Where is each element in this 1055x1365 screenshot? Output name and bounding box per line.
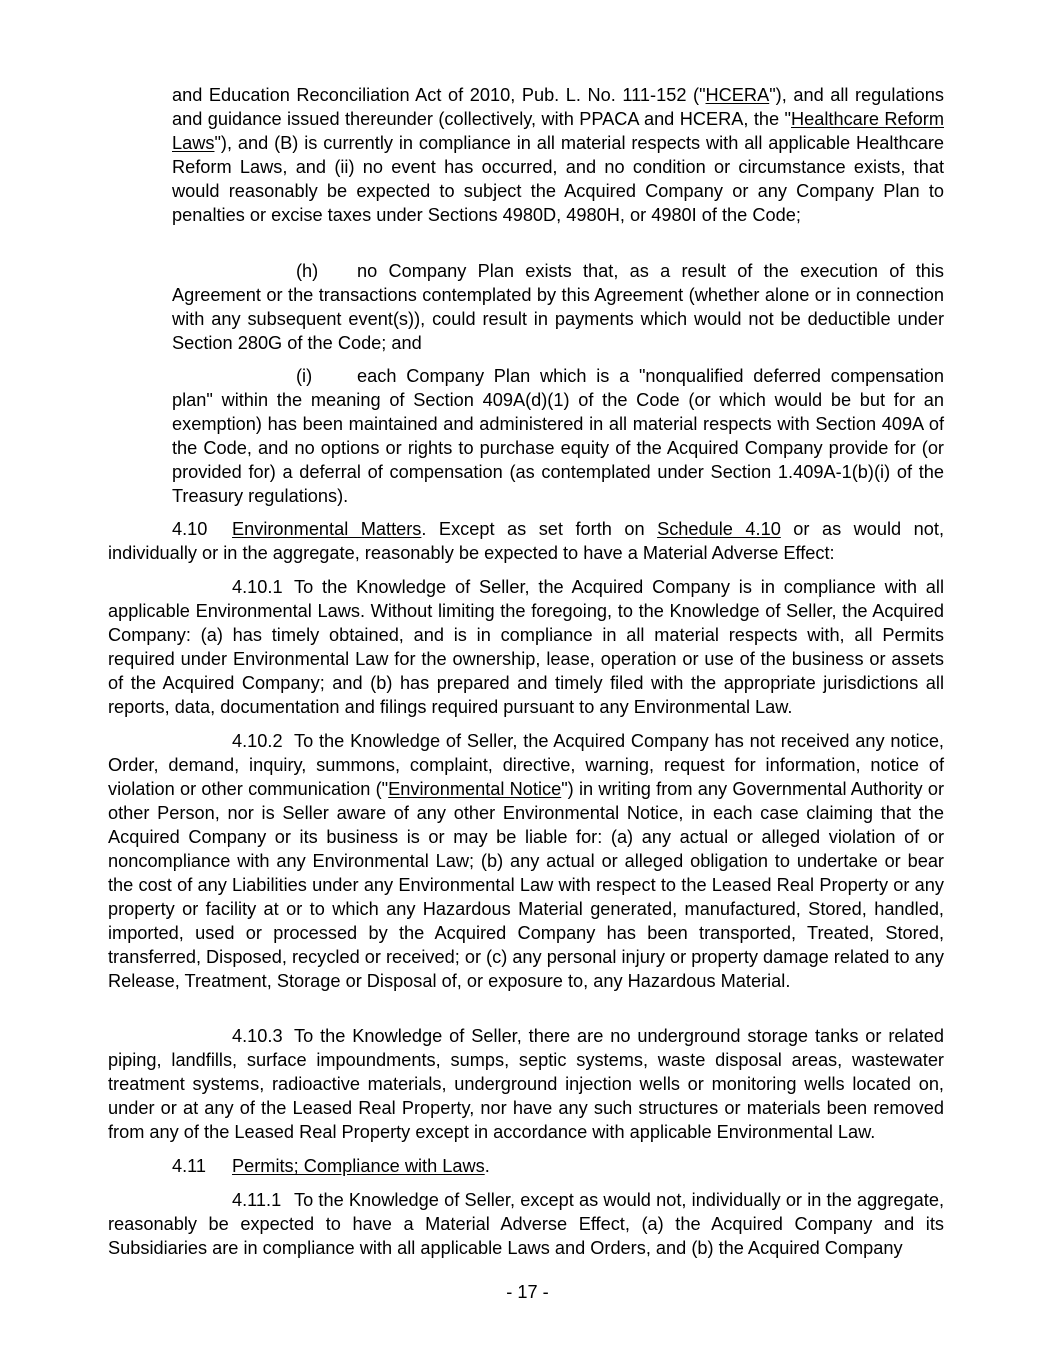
text: To the Knowledge of Seller, the Acquired Company has not received any notice, Order, demand, inquiry, summons, complaint, directive, warning, request for information, notice of violation or other communication (" bbox=[108, 731, 944, 799]
paragraph-healthcare-reform bbox=[172, 83, 944, 227]
item-label-i: (i) bbox=[296, 366, 313, 386]
section-4-11-heading bbox=[108, 1154, 944, 1178]
section-text: To the Knowledge of Seller, except as would not, individually or in the aggregate, reasonably be expected to have a Material Adverse Effect, (a) the Acquired Company and its Subsidiaries are in compliance with all applicable Laws and Orders, and (b) the Acquired Company bbox=[108, 1190, 944, 1258]
section-number: 4.11.1 bbox=[232, 1190, 282, 1210]
item-label-h: (h) bbox=[296, 261, 319, 281]
text: "), and all regulations and guidance issued thereunder (collectively, with PPACA and HCERA, the " bbox=[172, 85, 944, 129]
defined-term-healthcare-reform-laws: Healthcare Reform Laws bbox=[172, 109, 944, 153]
item-text-i: each Company Plan which is a "nonqualified deferred compensation plan" within the meaning of Section 409A(d)(1) of the Code (or which would be but for an exemption) has been maintained and administered in all material respects with Section 409A of the Code, and no options or rights to purchase equity of the Acquired Company provide for (or provided for) a deferral of compensation (as contemplated under Section 1.409A-1(b)(i) of the Treasury regulations). bbox=[172, 366, 944, 506]
section-number: 4.10 bbox=[172, 519, 208, 539]
section-4-11-1 bbox=[108, 1188, 944, 1260]
text: or as would not, individually or in the aggregate, reasonably be expected to have a Material Adverse Effect: bbox=[108, 519, 945, 563]
text: ") in writing from any Governmental Authority or other Person, nor is Seller aware of any other Environmental Notice, in each case claiming that the Acquired Company or its business is or may be liable for: (a) any actual or alleged violation of or noncompliance with any Environmental Law; (b) any actual or alleged obligation to undertake or bear the cost of any Liabilities under any Environmental Law with respect to the Leased Real Property or any property or facility at or to which any Hazardous Material generated, manufactured, Stored, handled, imported, used or processed by the Acquired Company has been transported, Treated, Stored, transferred, Disposed, recycled or received; or (c) any personal injury or property damage related to any Release, Treatment, Storage or Disposal of, or exposure to, any Hazardous Material. bbox=[108, 779, 945, 991]
section-4-10-heading bbox=[108, 517, 944, 565]
section-text: To the Knowledge of Seller, the Acquired Company is in compliance with all applicable Environmental Laws. Without limiting the foregoing, to the Knowledge of Seller, the Acquired Company: (a) has timely obtained, and is in compliance in all material respects with, all Permits required under Environmental Law for the ownership, lease, operation or use of the business or assets of the Acquired Company; and (b) has prepared and timely filed with the appropriate jurisdictions all reports, data, documentation and filings required pursuant to any Environmental Law. bbox=[108, 577, 944, 717]
section-title: Environmental Matters bbox=[232, 519, 422, 539]
text: . bbox=[484, 1156, 490, 1176]
section-number: 4.11 bbox=[172, 1156, 207, 1176]
section-title: Permits; Compliance with Laws bbox=[232, 1156, 485, 1176]
paragraph-i bbox=[172, 364, 944, 508]
section-4-10-2 bbox=[108, 729, 944, 993]
schedule-reference: Schedule 4.10 bbox=[657, 519, 781, 539]
text: . Except as set forth on bbox=[421, 519, 658, 539]
defined-term-hcera: HCERA bbox=[705, 85, 770, 105]
section-number: 4.10.3 bbox=[232, 1026, 283, 1046]
paragraph-h bbox=[172, 259, 944, 355]
page-number: - 17 - bbox=[506, 1282, 549, 1302]
text: "), and (B) is currently in compliance in all material respects with all applicable Healthcare Reform Laws, and (ii) no event has occurred, and no condition or circumstance exists, that would reasonably be expected to subject the Acquired Company or any Company Plan to penalties or excise taxes under Sections 4980D, 4980H, or 4980I of the Code; bbox=[172, 133, 944, 225]
section-number: 4.10.1 bbox=[232, 577, 283, 597]
section-number: 4.10.2 bbox=[232, 731, 283, 751]
section-4-10-3 bbox=[108, 1024, 944, 1144]
section-4-10-1 bbox=[108, 575, 944, 719]
text: and Education Reconciliation Act of 2010, Pub. L. No. 111-152 (" bbox=[172, 85, 706, 105]
item-text-h: no Company Plan exists that, as a result of the execution of this Agreement or the transactions contemplated by this Agreement (whether alone or in connection with any subsequent event(s)), could result in payments which would not be deductible under Section 280G of the Code; and bbox=[172, 261, 944, 353]
defined-term-environmental-notice: Environmental Notice bbox=[388, 779, 562, 799]
section-text: To the Knowledge of Seller, there are no underground storage tanks or related piping, landfills, surface impoundments, sumps, septic systems, waste disposal areas, wastewater treatment systems, radioactive materials, underground injection wells or monitoring wells located on, under or at any of the Leased Real Property, nor have any such structures or materials been removed from any of the Leased Real Property except in accordance with applicable Environmental Law. bbox=[108, 1026, 944, 1142]
